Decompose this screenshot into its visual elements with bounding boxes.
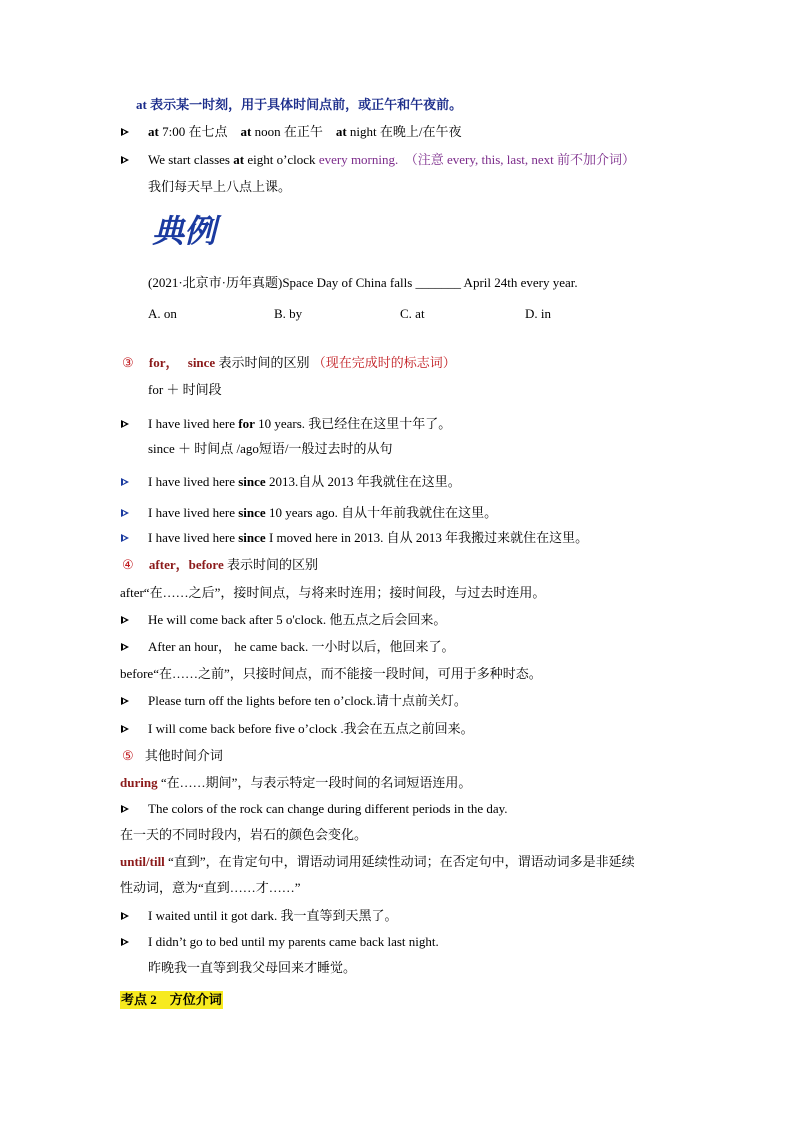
- bullet-arrow-icon: [120, 477, 130, 487]
- during-example: The colors of the rock can change during different periods in the day.: [148, 801, 508, 816]
- for-since-heading: ③ for， since 表示时间的区别 （现在完成时的标志词）: [122, 355, 456, 370]
- until-example-2: I didn’t go to bed until my parents came back last night.: [148, 934, 439, 949]
- for-example: I have lived here for 10 years. 我已经住在这里十年了。: [148, 416, 452, 431]
- rule-since: since ＋ 时间点 /ago短语/一般过去时的从句: [148, 441, 393, 456]
- before-rule: before“在……之前”，只接时间点，而不能接一段时间，可用于多种时态。: [120, 666, 542, 681]
- bullet-arrow-icon: [120, 911, 130, 921]
- since-example-1: I have lived here since 2013.自从 2013 年我就住在这里。: [148, 474, 461, 489]
- until-example-1: I waited until it got dark. 我一直等到天黑了。: [148, 908, 398, 923]
- after-before-heading: ④ after，before 表示时间的区别: [122, 557, 319, 572]
- exercise-question: (2021·北京市·历年真题)Space Day of China falls _______ April 24th every year.: [148, 275, 578, 290]
- other-prepositions-heading: ⑤ 其他时间介词: [122, 748, 223, 763]
- until-rule-line-1: until/till “直到”，在肯定句中，谓语动词用延续性动词；在否定句中，谓语动词多是非延续: [120, 854, 635, 869]
- bullet-arrow-icon: [120, 615, 130, 625]
- after-rule: after“在……之后”，接时间点，与将来时连用；接时间段，与过去时连用。: [120, 585, 546, 600]
- bullet-arrow-icon: [120, 804, 130, 814]
- bullet-arrow-icon: [120, 155, 130, 165]
- after-example-1: He will come back after 5 o'clock. 他五点之后会回来。: [148, 612, 447, 627]
- rule-for: for ＋ 时间段: [148, 382, 222, 397]
- before-example-2: I will come back before five o’clock .我会在五点之前回来。: [148, 721, 474, 736]
- bullet-arrow-icon: [120, 696, 130, 706]
- bullet-arrow-icon: [120, 508, 130, 518]
- bullet-arrow-icon: [120, 642, 130, 652]
- option-b: B. by: [274, 306, 303, 321]
- option-d: D. in: [525, 306, 551, 321]
- section-heading: 考点 2 方位介词: [121, 992, 222, 1007]
- bullet-arrow-icon: [120, 127, 130, 137]
- bullet-arrow-icon: [120, 533, 130, 543]
- bullet-arrow-icon: [120, 419, 130, 429]
- at-example-2: We start classes at eight o’clock every morning. （注意 every, this, last, next 前不加介词）: [148, 152, 636, 167]
- until-example-2-translation: 昨晚我一直等到我父母回来才睡觉。: [148, 960, 357, 975]
- until-rule-line-2: 性动词，意为“直到……才……”: [120, 880, 301, 895]
- at-intro: [136, 96, 462, 114]
- bullet-arrow-icon: [120, 724, 130, 734]
- since-example-3: I have lived here since I moved here in 2013. 自从 2013 年我搬过来就住在这里。: [148, 530, 589, 545]
- keyword-at: at: [136, 97, 147, 112]
- during-rule: during “在……期间”，与表示特定一段时间的名词短语连用。: [120, 775, 472, 790]
- at-example-2-translation: 我们每天早上八点上课。: [148, 179, 292, 194]
- bullet-arrow-icon: [120, 937, 130, 947]
- since-example-2: I have lived here since 10 years ago. 自从十年前我就住在这里。: [148, 505, 498, 520]
- after-example-2: After an hour， he came back. 一小时以后，他回来了。: [148, 639, 455, 654]
- before-example-1: Please turn off the lights before ten o’clock.请十点前关灯。: [148, 693, 467, 708]
- example-logo-icon: [150, 208, 228, 252]
- option-c: C. at: [400, 306, 425, 321]
- during-example-translation: 在一天的不同时段内，岩石的颜色会变化。: [120, 827, 368, 842]
- option-a: A. on: [148, 306, 177, 321]
- logo-text: 典例: [152, 212, 217, 250]
- at-intro-text: 表示某一时刻，用于具体时间点前，或正午和午夜前。: [150, 97, 463, 112]
- at-example-1: at 7:00 在七点 at noon 在正午 at night 在晚上/在午夜: [148, 124, 462, 139]
